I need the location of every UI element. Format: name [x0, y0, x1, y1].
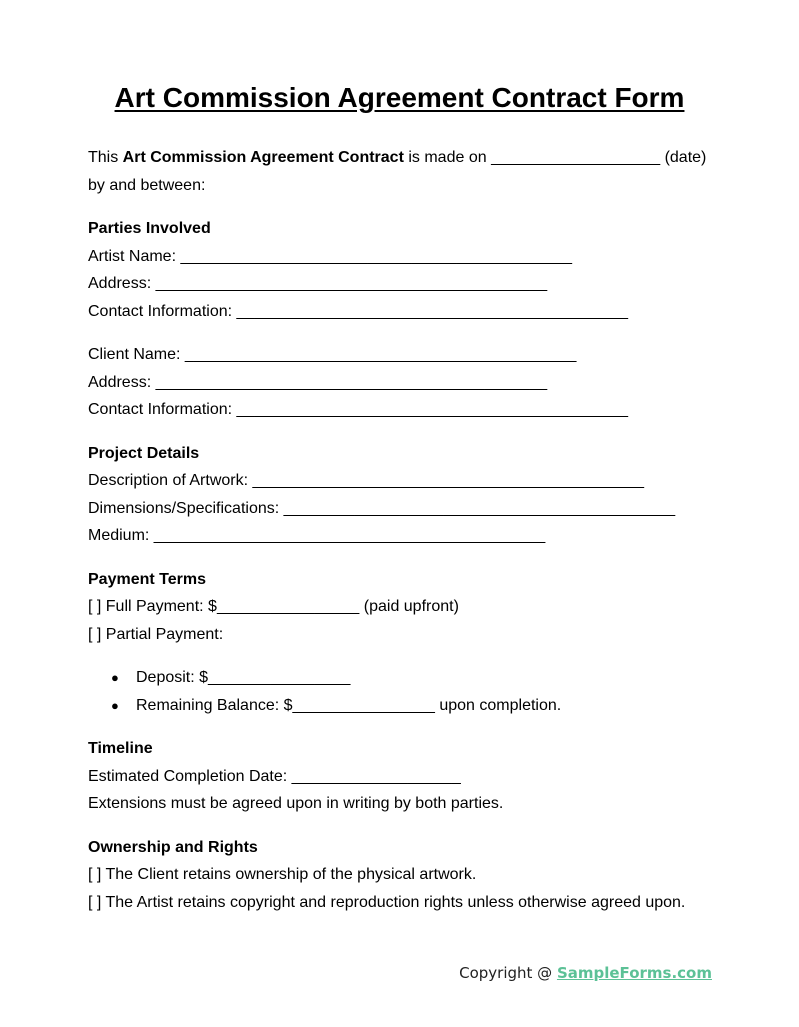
intro-line-2: by and between: — [88, 176, 206, 194]
artist-rights-option: [ ] The Artist retains copyright and reproduction rights unless otherwise agreed upon. — [88, 893, 686, 911]
timeline-heading: Timeline — [88, 740, 153, 757]
client-contact-field: Contact Information: ____________________________________________ — [88, 401, 629, 418]
document-title: Art Commission Agreement Contract Form — [114, 82, 685, 113]
partial-payment-list — [88, 664, 718, 719]
dimensions-field: Dimensions/Specifications: ____________________________________________ — [88, 499, 676, 517]
ownership-heading: Ownership and Rights — [88, 838, 258, 856]
intro-date-field: is made on ___________________ (date) — [403, 149, 707, 166]
sampleforms-link[interactable]: SampleForms.com — [556, 964, 712, 982]
client-ownership-option: [ ] The Client retains ownership of the physical artwork. — [88, 866, 477, 883]
intro-line — [88, 144, 718, 172]
partial-payment-option: [ ] Partial Payment: — [88, 625, 224, 643]
medium-field: Medium: ____________________________________________ — [88, 527, 546, 544]
deposit-field: ● Deposit: $________________ — [88, 664, 718, 692]
artist-address-field: Address: ____________________________________________ — [88, 275, 548, 292]
extensions-text: Extensions must be agreed upon in writing by both parties. — [88, 795, 504, 812]
footer-copyright — [459, 964, 712, 982]
artist-name-field: Artist Name: ____________________________________________ — [88, 247, 572, 265]
completion-date-field: Estimated Completion Date: ___________________ — [88, 767, 461, 785]
client-address-field: Address: ____________________________________________ — [88, 373, 548, 391]
intro-bold: Art Commission Agreement Contract — [122, 149, 404, 166]
full-payment-option: [ ] Full Payment: $________________ (paid upfront) — [88, 598, 459, 615]
payment-heading: Payment Terms — [88, 570, 206, 588]
remaining-balance-field: ● Remaining Balance: $________________ upon completion. — [88, 692, 718, 720]
description-field: Description of Artwork: ____________________________________________ — [88, 472, 645, 489]
parties-heading: Parties Involved — [88, 220, 211, 237]
copyright-text: Copyright @ — [459, 964, 557, 982]
client-name-field: Client Name: ____________________________________________ — [88, 346, 577, 363]
project-heading: Project Details — [88, 444, 200, 462]
intro-text: This — [88, 149, 123, 166]
artist-contact-field: Contact Information: ____________________________________________ — [88, 302, 629, 320]
document-body — [88, 144, 718, 916]
